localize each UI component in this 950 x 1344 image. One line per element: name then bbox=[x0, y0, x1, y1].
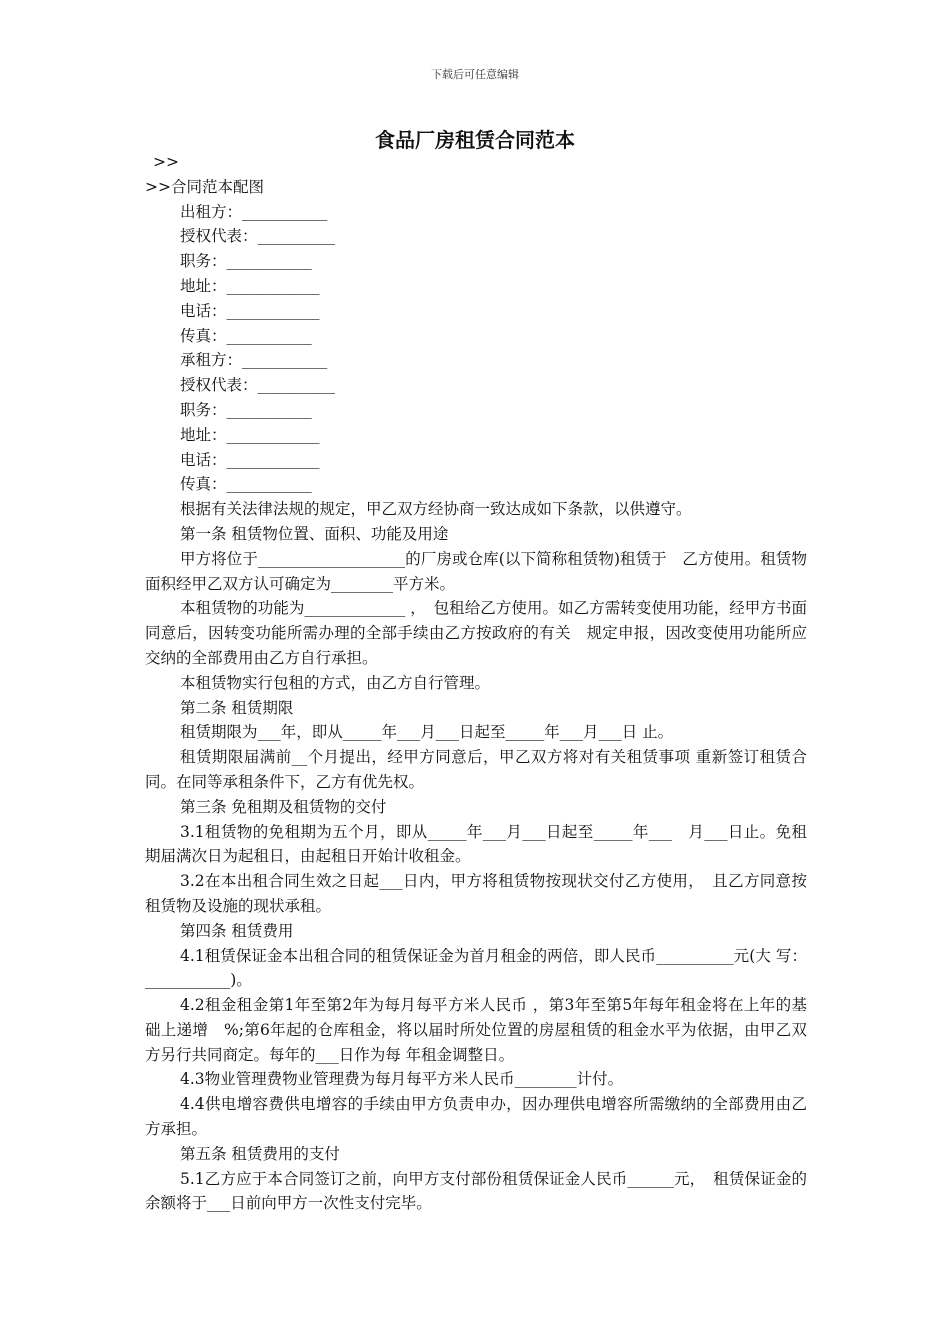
article-4-2-paragraph: 4.2租金租金第1年至第2年为每月每平方米人民币 ，第3年至第5年每年租金将在上年的基础上递增 %;第6年起的仓库租金，将以届时所处位置的房屋租赁的租金水平为依据，由甲乙双方另行共同商定。每年的___日作为每 年租金调整日。 bbox=[145, 996, 807, 1064]
lessor-address-field: 地址：____________ bbox=[180, 276, 320, 295]
lessor-field: 出租方：___________ bbox=[180, 202, 328, 221]
article-4-3-paragraph: 4.3物业管理费物业管理费为每月每平方米人民币________计付。 bbox=[180, 1070, 624, 1089]
article-5-heading: 第五条 租赁费用的支付 bbox=[180, 1144, 340, 1163]
lessor-position-field: 职务：___________ bbox=[180, 252, 312, 271]
lessee-address-field: 地址：____________ bbox=[180, 425, 320, 444]
document-body bbox=[145, 150, 807, 1216]
document-title: 食品厂房租赁合同范本 bbox=[375, 128, 575, 152]
lessee-phone-field: 电话：____________ bbox=[180, 450, 320, 469]
article-5-1-paragraph: 5.1乙方应于本合同签订之前，向甲方支付部份租赁保证金人民币______元， 租赁保证金的余额将于___日前向甲方一次性支付完毕。 bbox=[145, 1169, 807, 1213]
article-2-renewal-paragraph: 租赁期限届满前__个月提出，经甲方同意后，甲乙双方将对有关租赁事项 重新签订租赁合同。在同等承租条件下，乙方有优先权。 bbox=[145, 748, 807, 791]
article-4-4-paragraph: 4.4供电增容费供电增容的手续由甲方负责申办，因办理供电增容所需缴纳的全部费用由乙 方承担。 bbox=[145, 1095, 807, 1139]
article-3-1-paragraph: 3.1租赁物的免租期为五个月，即从_____年___月___日起至_____年___ 月___日止。免租期届满次日为起租日，由起租日开始计收租金。 bbox=[145, 822, 807, 866]
lessor-representative-field: 授权代表：__________ bbox=[180, 227, 336, 246]
lessee-position-field: 职务：___________ bbox=[180, 400, 312, 419]
article-1-location-paragraph: 甲方将位于___________________的厂房或仓库(以下简称租赁物)租赁于 乙方使用。租赁物面积经甲乙双方认可确定为________平方米。 bbox=[145, 549, 807, 593]
article-4-1-paragraph: 4.1租赁保证金本出租合同的租赁保证金为首月租金的两倍，即人民币__________元(大 写：___________)。 bbox=[145, 946, 807, 990]
lessee-representative-field: 授权代表：__________ bbox=[180, 376, 336, 395]
article-1-function-paragraph: 本租赁物的功能为_____________ ， 包租给乙方使用。如乙方需转变使用功能，经甲方书面同意后，因转变功能所需办理的全部手续由乙方按政府的有关 规定申报，因改变使用功能所应交纳的全部费用由乙方自行承担。 bbox=[145, 599, 807, 667]
article-2-term-paragraph: 租赁期限为___年，即从_____年___月___日起至_____年___月___日 止。 bbox=[180, 723, 674, 742]
figure-caption: >>合同范本配图 bbox=[145, 177, 264, 196]
article-4-heading: 第四条 租赁费用 bbox=[180, 921, 294, 940]
lessor-phone-field: 电话：____________ bbox=[180, 301, 320, 320]
lessee-fax-field: 传真：___________ bbox=[180, 475, 312, 494]
article-3-2-paragraph: 3.2在本出租合同生效之日起___日内，甲方将租赁物按现状交付乙方使用， 且乙方同意按租赁物及设施的现状承租。 bbox=[145, 872, 807, 915]
article-3-heading: 第三条 免租期及租赁物的交付 bbox=[180, 797, 387, 816]
article-1-management-paragraph: 本租赁物实行包租的方式，由乙方自行管理。 bbox=[180, 673, 491, 692]
article-2-heading: 第二条 租赁期限 bbox=[180, 698, 294, 717]
article-1-heading: 第一条 租赁物位置、面积、功能及用途 bbox=[180, 524, 449, 543]
nav-mark: >> bbox=[153, 153, 179, 171]
header-note: 下载后可任意编辑 bbox=[431, 68, 519, 81]
lessor-fax-field: 传真：___________ bbox=[180, 326, 312, 345]
preamble-paragraph: 根据有关法律法规的规定，甲乙双方经协商一致达成如下条款，以供遵守。 bbox=[180, 500, 692, 519]
lessee-field: 承租方：___________ bbox=[180, 351, 328, 370]
